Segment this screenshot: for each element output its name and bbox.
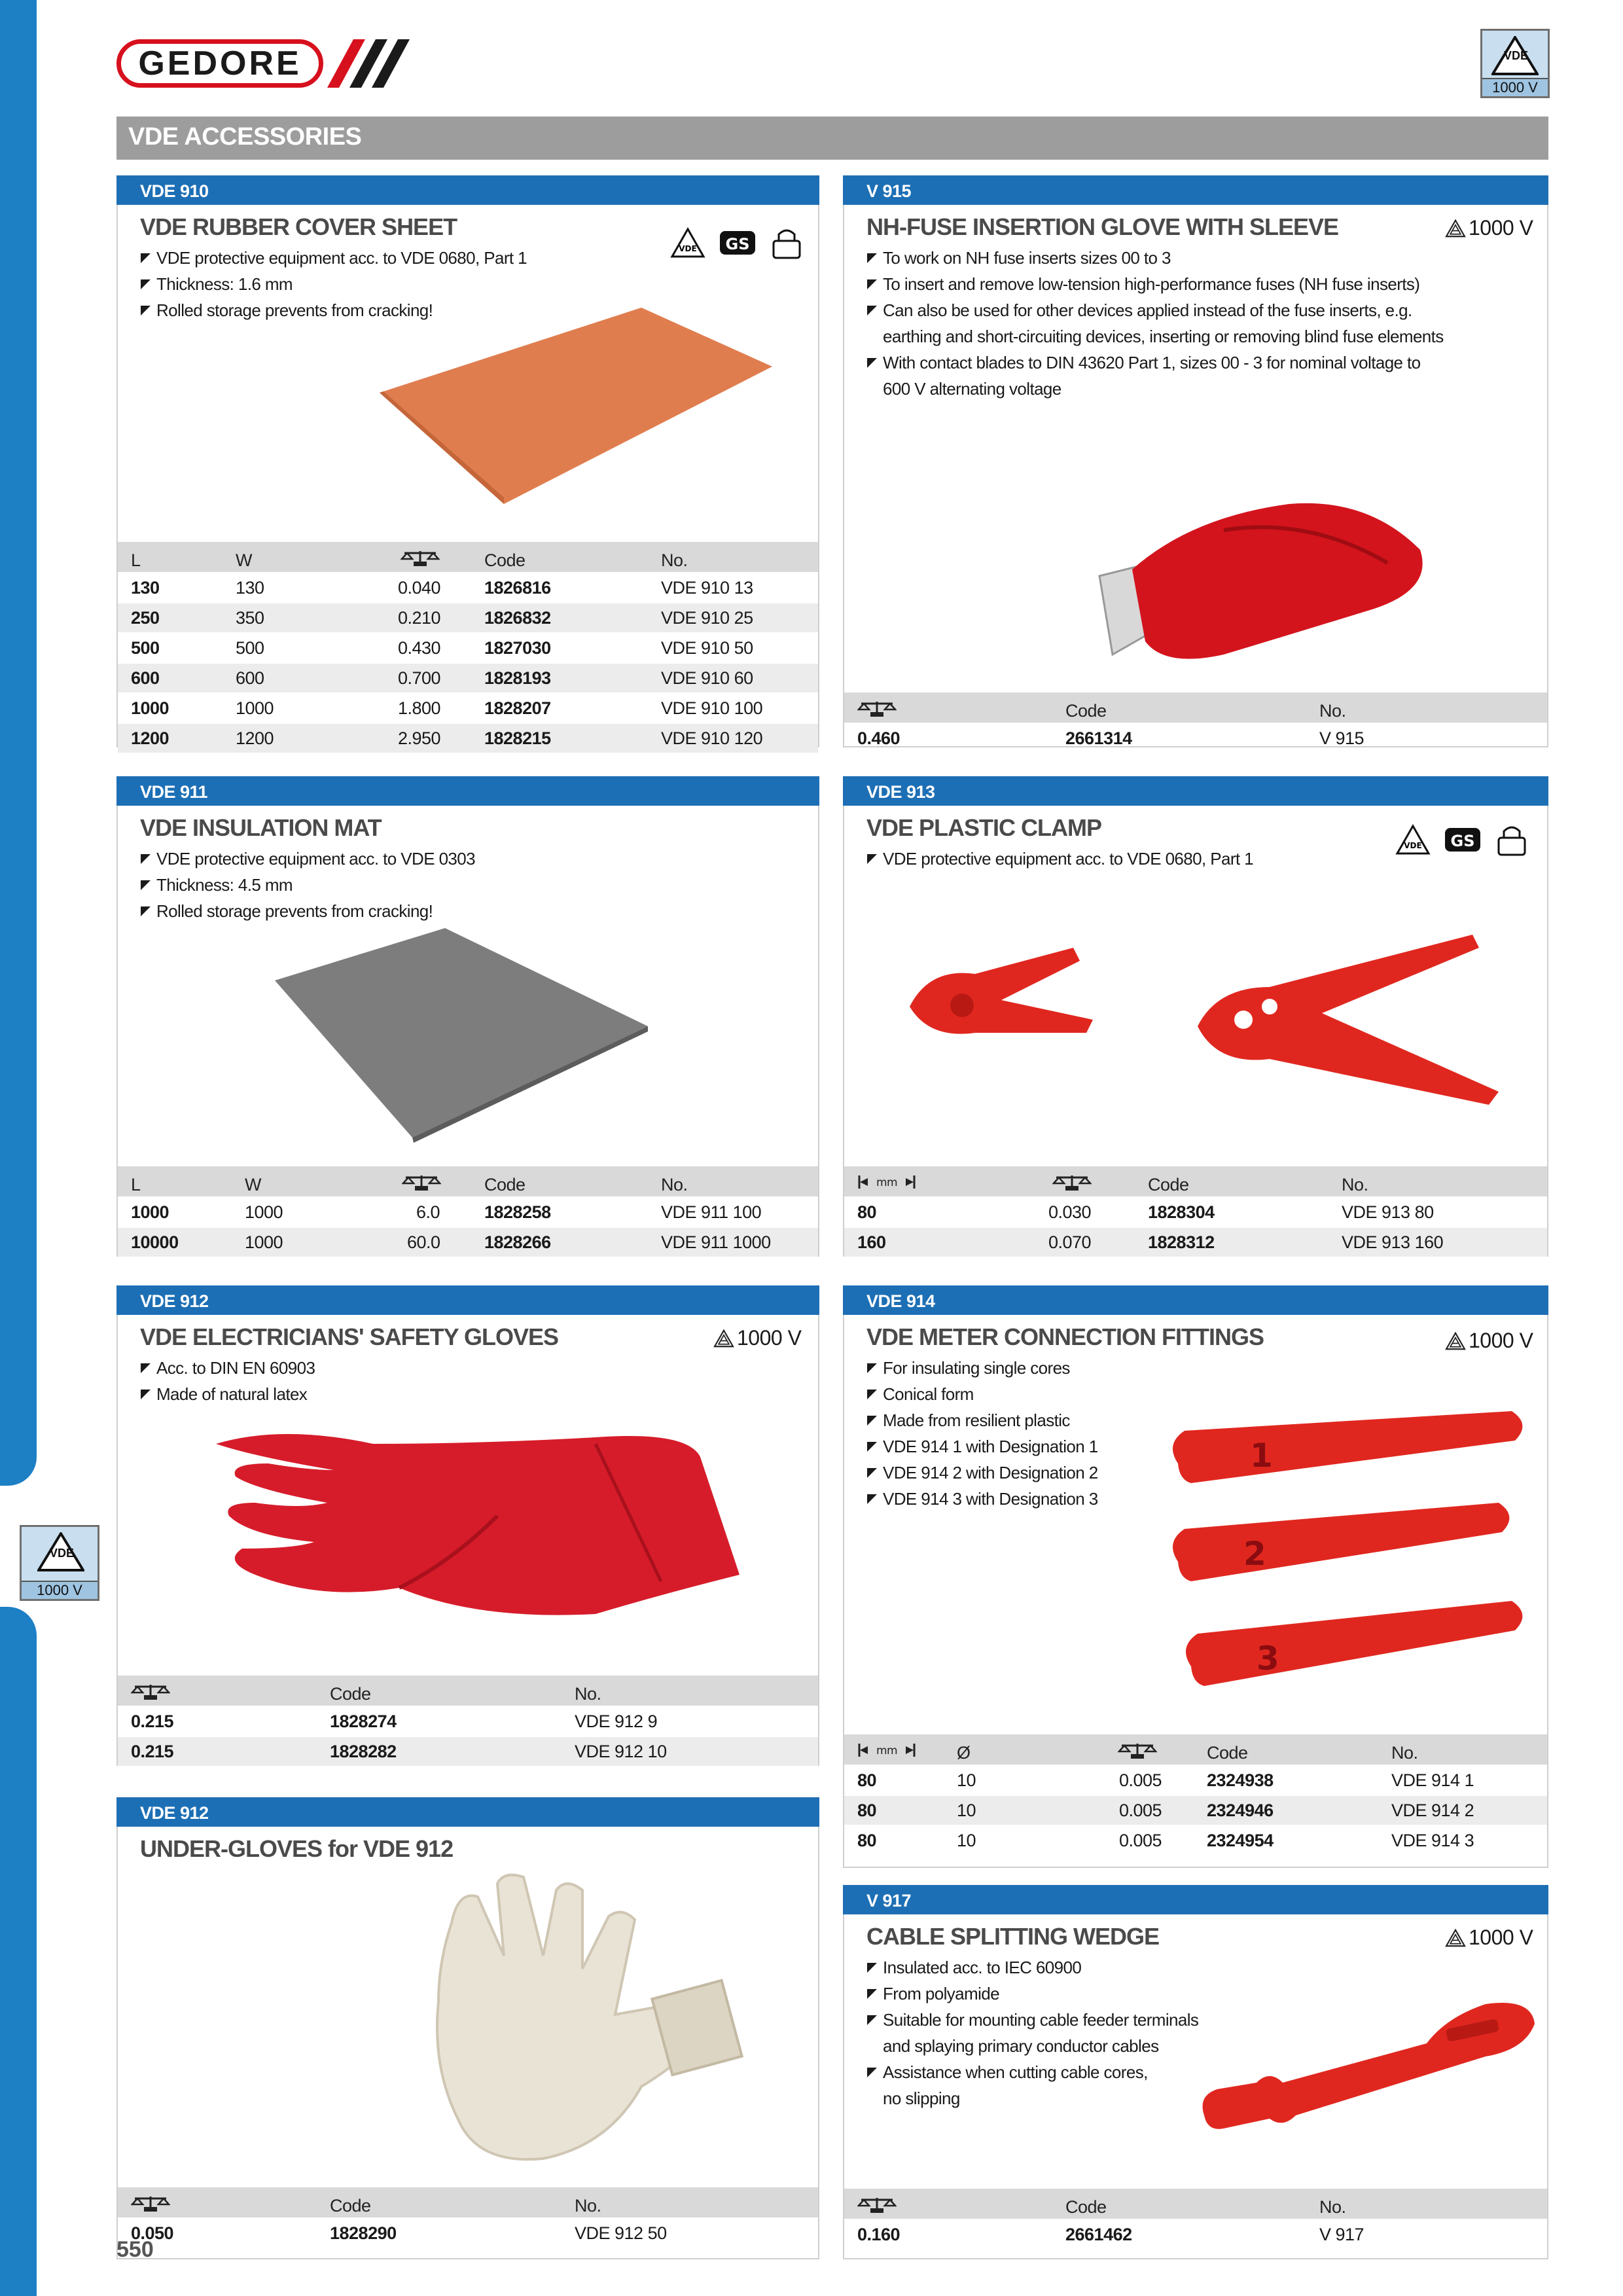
cell-code: 1828258 (484, 1202, 551, 1222)
table-header (118, 2187, 818, 2217)
cell-weight: 0.160 (857, 2225, 901, 2244)
weight-scale-icon (131, 2194, 170, 2212)
cell-weight: 2.950 (398, 728, 441, 748)
length-arrows-icon (857, 1742, 916, 1758)
cell-w: 350 (236, 608, 264, 628)
cell-weight: 0.030 (1048, 1202, 1092, 1222)
col-no-header: No. (1342, 1175, 1368, 1194)
card-tag: VDE 912 (140, 1803, 209, 1823)
weight-scale-icon (1118, 1741, 1157, 1759)
cell-code: 1828266 (484, 1232, 551, 1252)
table-row (118, 723, 818, 753)
voltage-triangle-icon (1445, 219, 1466, 238)
weight-scale-icon (131, 1682, 170, 1700)
cell-w: 600 (236, 668, 264, 688)
cell-code: 2661462 (1065, 2225, 1132, 2244)
feature-item: VDE protective equipment acc. to VDE 0303 (140, 846, 475, 872)
cell-weight: 0.215 (131, 1712, 174, 1731)
meter-fittings-image (1165, 1411, 1531, 1712)
section-title: VDE ACCESSORIES (128, 123, 362, 151)
card-tag-bar (116, 776, 819, 806)
brand-stripes-icon (327, 39, 411, 88)
svg-text:2: 2 (1243, 1535, 1266, 1573)
card-title: NH-FUSE INSERTION GLOVE WITH SLEEVE (866, 213, 1339, 240)
feature-list (866, 1355, 1098, 1512)
col-diameter-header: Ø (957, 1743, 971, 1763)
weight-scale-icon (1052, 1173, 1092, 1191)
col-code-header: Code (1148, 1175, 1189, 1194)
cell-weight: 0.050 (131, 2223, 174, 2243)
product-table (844, 2189, 1547, 2249)
cell-no: VDE 910 100 (661, 698, 763, 718)
card-tag-bar (116, 1285, 819, 1315)
cell-no: VDE 911 1000 (661, 1232, 771, 1252)
product-table (844, 1166, 1547, 1257)
card-vde-912-under-gloves (116, 1797, 819, 2259)
col-code-header: Code (330, 1684, 371, 1704)
rubber-sheet-image (380, 308, 785, 504)
col-no-header: No. (575, 1684, 601, 1704)
cell-no: VDE 912 9 (575, 1712, 658, 1731)
cell-no: VDE 910 13 (661, 578, 753, 598)
plastic-clamp-image (903, 928, 1518, 1124)
card-title: VDE RUBBER COVER SHEET (140, 213, 457, 240)
svg-text:GS: GS (725, 235, 750, 253)
table-row (118, 1196, 818, 1227)
cell-w: 1200 (236, 728, 274, 748)
card-title: VDE ELECTRICIANS' SAFETY GLOVES (140, 1323, 558, 1350)
card-tag-bar (843, 1885, 1548, 1914)
cell-no: VDE 910 25 (661, 608, 753, 628)
card-tag: VDE 912 (140, 1291, 209, 1311)
badge-vde-text: VDE (1504, 49, 1529, 62)
feature-list (140, 846, 475, 924)
cell-weight: 0.070 (1048, 1232, 1092, 1252)
feature-item-continuation: 600 V alternating voltage (883, 379, 1061, 399)
cell-no: V 915 (1319, 728, 1364, 748)
section-header (116, 117, 1548, 160)
feature-item: Made from resilient plastic (866, 1407, 1098, 1433)
table-header (118, 1676, 818, 1706)
cell-w: 1000 (245, 1202, 283, 1222)
col-l-header: L (131, 1175, 141, 1194)
cell-l: 1000 (131, 1202, 169, 1222)
vde-triangle-icon (1395, 824, 1431, 855)
svg-text:VDE: VDE (679, 244, 697, 253)
feature-item: Rolled storage prevents from cracking! (140, 898, 475, 924)
col-no-header: No. (661, 1175, 688, 1194)
product-table (118, 1676, 818, 1766)
voltage-triangle-icon (1445, 1332, 1466, 1350)
voltage-label: 1000 V (1469, 216, 1533, 240)
cell-weight: 0.210 (398, 608, 441, 628)
col-no-header: No. (1391, 1743, 1418, 1763)
col-l-header: L (131, 550, 141, 570)
page-number: 550 (116, 2237, 154, 2262)
card-title: VDE PLASTIC CLAMP (866, 814, 1102, 841)
cell-no: VDE 910 50 (661, 638, 753, 658)
cell-length: 80 (857, 1202, 877, 1222)
cell-diameter: 10 (957, 1831, 976, 1850)
voltage-rating (1445, 1329, 1533, 1353)
table-header (844, 1166, 1547, 1196)
feature-item-continuation: no slipping (883, 2089, 960, 2108)
cell-weight: 0.460 (857, 728, 901, 748)
vde-triangle-icon (670, 227, 705, 259)
feature-list (866, 1954, 1198, 2111)
cell-l: 130 (131, 578, 160, 598)
cell-length: 80 (857, 1770, 877, 1790)
cell-code: 2324954 (1207, 1831, 1274, 1850)
weight-scale-icon (402, 1173, 441, 1191)
feature-item: VDE protective equipment acc. to VDE 0680, Part 1 (866, 846, 1253, 872)
feature-item: Made of natural latex (140, 1381, 315, 1407)
cell-weight: 0.005 (1119, 1831, 1162, 1850)
table-row (118, 1227, 818, 1257)
card-tag-bar (843, 175, 1548, 205)
cell-code: 1828193 (484, 668, 551, 688)
cell-code: 1826832 (484, 608, 551, 628)
cell-l: 1200 (131, 728, 169, 748)
cell-code: 1828215 (484, 728, 551, 748)
cable-wedge-image (1198, 1998, 1538, 2142)
table-row (118, 632, 818, 662)
feature-item: VDE protective equipment acc. to VDE 0680, Part 1 (140, 245, 527, 271)
insulation-mat-image (275, 928, 654, 1144)
card-title: CABLE SPLITTING WEDGE (866, 1923, 1159, 1950)
voltage-triangle-icon (1445, 1929, 1466, 1947)
card-tag: V 915 (866, 181, 912, 201)
voltage-label: 1000 V (737, 1326, 802, 1350)
col-code-header: Code (1207, 1743, 1248, 1763)
weight-scale-icon (857, 2195, 897, 2214)
cell-l: 250 (131, 608, 160, 628)
product-table (118, 1166, 818, 1257)
cell-no: VDE 910 120 (661, 728, 763, 748)
cell-weight: 0.005 (1119, 1770, 1162, 1790)
card-vde-914 (843, 1285, 1548, 1868)
feature-item: From polyamide (866, 1981, 1198, 2007)
cell-no: VDE 914 1 (1391, 1770, 1474, 1790)
feature-item: VDE 914 1 with Designation 1 (866, 1433, 1098, 1460)
col-no-header: No. (1319, 2197, 1346, 2217)
certification-icons (670, 226, 804, 259)
side-vde-1000v-badge (20, 1525, 99, 1601)
brand-name: GEDORE (138, 45, 302, 82)
card-title: UNDER-GLOVES for VDE 912 (140, 1835, 454, 1862)
feature-item: Insulated acc. to IEC 60900 (866, 1954, 1198, 1981)
table-row (844, 1765, 1547, 1795)
card-tag: VDE 913 (866, 782, 935, 802)
voltage-rating (1445, 216, 1533, 240)
cell-code: 2324938 (1207, 1770, 1274, 1790)
gs-icon (1444, 824, 1482, 855)
table-row (844, 1825, 1547, 1855)
cell-weight: 1.800 (398, 698, 441, 718)
cell-code: 1828282 (330, 1742, 397, 1761)
col-no-header: No. (661, 550, 688, 570)
card-vde-910 (116, 175, 819, 747)
side-badge-vde-text: VDE (50, 1547, 75, 1560)
cell-l: 600 (131, 668, 160, 688)
cell-no: VDE 910 60 (661, 668, 753, 688)
col-w-header: W (236, 550, 252, 570)
feature-item: Thickness: 1.6 mm (140, 271, 527, 297)
cell-code: 1828312 (1148, 1232, 1215, 1252)
brand-logo-pill (116, 39, 323, 88)
feature-item: For insulating single cores (866, 1355, 1098, 1381)
table-row (118, 1736, 818, 1766)
table-row (844, 1227, 1547, 1257)
card-vde-911 (116, 776, 819, 1257)
card-tag-bar (843, 776, 1548, 806)
table-header (844, 2189, 1547, 2219)
col-no-header: No. (1319, 701, 1346, 721)
table-header (118, 542, 818, 572)
svg-text:3: 3 (1257, 1640, 1279, 1677)
cell-weight: 0.005 (1119, 1801, 1162, 1820)
cell-l: 10000 (131, 1232, 179, 1252)
card-tag: V 917 (866, 1891, 912, 1910)
badge-voltage: 1000 V (1482, 78, 1548, 96)
table-row (118, 1706, 818, 1736)
cell-weight: 0.215 (131, 1742, 174, 1761)
cell-no: VDE 914 3 (1391, 1831, 1474, 1850)
feature-item: Conical form (866, 1381, 1098, 1407)
card-tag-bar (116, 1797, 819, 1827)
card-tag-bar (843, 1285, 1548, 1315)
card-title: VDE INSULATION MAT (140, 814, 382, 841)
card-tag: VDE 910 (140, 181, 209, 201)
feature-item: Can also be used for other devices applied instead of the fuse inserts, e.g. (866, 297, 1444, 323)
card-vde-912 (116, 1285, 819, 1766)
feature-item: VDE 914 2 with Designation 2 (866, 1460, 1098, 1486)
card-vde-913 (843, 776, 1548, 1257)
feature-item: To insert and remove low-tension high-performance fuses (NH fuse inserts) (866, 271, 1444, 297)
cell-code: 1828274 (330, 1712, 397, 1731)
table-row (844, 2219, 1547, 2249)
col-code-header: Code (330, 2196, 371, 2215)
table-row (118, 662, 818, 692)
col-no-header: No. (575, 2196, 601, 2215)
cell-code: 1827030 (484, 638, 551, 658)
length-arrows-icon (857, 1174, 916, 1190)
cell-no: VDE 912 50 (575, 2223, 667, 2243)
card-v-915 (843, 175, 1548, 747)
feature-item: Rolled storage prevents from cracking! (140, 297, 527, 323)
card-tag: VDE 914 (866, 1291, 935, 1311)
product-table (844, 692, 1547, 753)
feature-item: VDE 914 3 with Designation 3 (866, 1486, 1098, 1512)
card-v-917 (843, 1885, 1548, 2259)
feature-list (866, 846, 1253, 872)
feature-item: Thickness: 4.5 mm (140, 872, 475, 898)
weight-scale-icon (857, 699, 897, 717)
cell-no: VDE 913 160 (1342, 1232, 1444, 1252)
col-code-header: Code (484, 1175, 526, 1194)
cell-code: 1828290 (330, 2223, 397, 2243)
cell-diameter: 10 (957, 1770, 976, 1790)
card-tag: VDE 911 (140, 782, 208, 802)
product-table (118, 542, 818, 753)
svg-text:GS: GS (1450, 832, 1475, 850)
feature-item-continuation: and splaying primary conductor cables (883, 2036, 1159, 2056)
table-row (118, 602, 818, 632)
sidebar-top (0, 0, 37, 1486)
cell-no: VDE 914 2 (1391, 1801, 1474, 1820)
table-row (118, 692, 818, 723)
cell-code: 1826816 (484, 578, 551, 598)
cell-weight: 0.700 (398, 668, 441, 688)
cell-no: V 917 (1319, 2225, 1364, 2244)
svg-text:VDE: VDE (1404, 841, 1422, 850)
sidebar-bottom (0, 1607, 37, 2296)
cell-no: VDE 911 100 (661, 1202, 762, 1222)
col-w-header: W (245, 1175, 261, 1194)
under-glove-image (412, 1871, 766, 2172)
table-header (844, 692, 1547, 723)
table-row (118, 2217, 818, 2248)
card-tag-bar (116, 175, 819, 205)
feature-item: With contact blades to DIN 43620 Part 1, sizes 00 - 3 for nominal voltage to (866, 350, 1444, 376)
col-code-header: Code (1065, 701, 1107, 721)
brand-logo (116, 39, 411, 88)
table-row (844, 1795, 1547, 1825)
certification-icons (1395, 823, 1529, 856)
feature-item-continuation: earthing and short-circuiting devices, inserting or removing blind fuse elements (883, 327, 1444, 346)
product-table (844, 1734, 1547, 1855)
feature-item: Acc. to DIN EN 60903 (140, 1355, 315, 1381)
cell-l: 1000 (131, 698, 169, 718)
cell-code: 2661314 (1065, 728, 1132, 748)
cell-length: 160 (857, 1232, 886, 1252)
col-code-header: Code (484, 550, 526, 570)
safety-glove-image (203, 1418, 740, 1627)
voltage-label: 1000 V (1469, 1926, 1533, 1949)
voltage-triangle-icon (713, 1329, 734, 1348)
cell-w: 500 (236, 638, 264, 658)
cell-weight: 60.0 (407, 1232, 440, 1252)
cell-no: VDE 913 80 (1342, 1202, 1434, 1222)
product-table (118, 2187, 818, 2248)
side-badge-voltage: 1000 V (22, 1581, 98, 1599)
fuse-glove-image (1093, 491, 1433, 687)
cell-weight: 6.0 (416, 1202, 440, 1222)
cell-code: 1828304 (1148, 1202, 1215, 1222)
cell-w: 130 (236, 578, 264, 598)
table-row (844, 1196, 1547, 1227)
cell-code: 1828207 (484, 698, 551, 718)
feature-item: Suitable for mounting cable feeder terminals (866, 2007, 1198, 2033)
card-title: VDE METER CONNECTION FITTINGS (866, 1323, 1264, 1350)
cell-diameter: 10 (957, 1801, 976, 1820)
cell-no: VDE 912 10 (575, 1742, 667, 1761)
gs-icon (719, 227, 757, 259)
cell-length: 80 (857, 1801, 877, 1820)
svg-text:1: 1 (1250, 1437, 1273, 1475)
table-header (844, 1734, 1547, 1765)
cell-w: 1000 (236, 698, 274, 718)
cell-length: 80 (857, 1831, 877, 1850)
col-code-header: Code (1065, 2197, 1107, 2217)
voltage-label: 1000 V (1469, 1329, 1533, 1352)
feature-item: To work on NH fuse inserts sizes 00 to 3 (866, 245, 1444, 271)
feature-item: Assistance when cutting cable cores, (866, 2059, 1198, 2085)
lock-icon (1495, 823, 1529, 856)
table-header (118, 1166, 818, 1196)
feature-list (866, 245, 1444, 402)
cell-weight: 0.040 (398, 578, 441, 598)
voltage-rating (713, 1326, 801, 1350)
cell-w: 1000 (245, 1232, 283, 1252)
cell-code: 2324946 (1207, 1801, 1274, 1820)
weight-scale-icon (401, 548, 440, 567)
table-row (118, 572, 818, 602)
lock-icon (770, 226, 804, 259)
table-row (844, 723, 1547, 753)
vde-1000v-badge (1480, 29, 1550, 98)
cell-weight: 0.430 (398, 638, 441, 658)
cell-l: 500 (131, 638, 160, 658)
voltage-rating (1445, 1926, 1533, 1950)
feature-list (140, 1355, 315, 1407)
